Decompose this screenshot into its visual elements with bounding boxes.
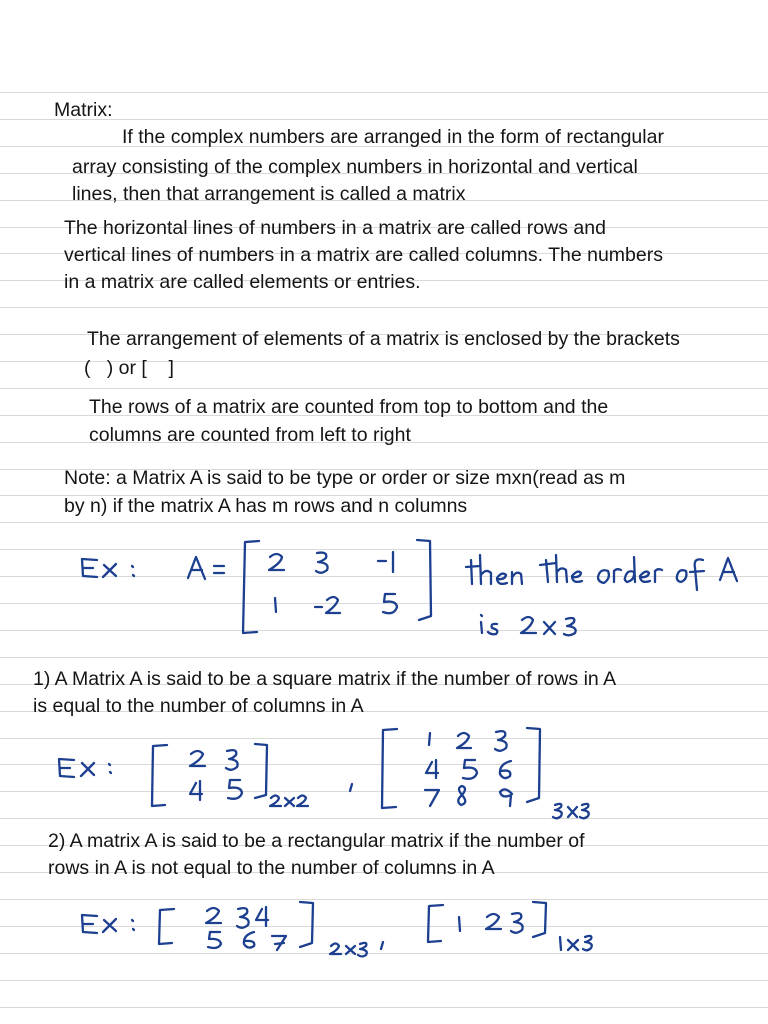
ruled-line xyxy=(0,818,768,819)
ruled-line xyxy=(0,657,768,658)
rectangular-matrix-line-1: 2) A matrix A is said to be a rectangular matrix if the number of xyxy=(48,830,585,852)
ruled-line xyxy=(0,92,768,93)
note-line-2: by n) if the matrix A has m rows and n columns xyxy=(64,495,468,517)
brackets-line-2: ( ) or [ ] xyxy=(84,357,174,379)
ruled-line xyxy=(0,899,768,900)
ruled-line xyxy=(0,953,768,954)
ruled-line xyxy=(0,603,768,604)
rectangular-matrix-line-2: rows in A is not equal to the number of columns in A xyxy=(48,857,495,879)
brackets-line-1: The arrangement of elements of a matrix is enclosed by the brackets xyxy=(87,328,680,350)
ruled-line xyxy=(0,926,768,927)
ruled-line xyxy=(0,738,768,739)
page-title: Matrix: xyxy=(54,99,113,121)
ruled-line xyxy=(0,1007,768,1008)
ruled-line xyxy=(0,980,768,981)
ruled-line xyxy=(0,119,768,120)
rows-columns-line-3: in a matrix are called elements or entries. xyxy=(64,271,421,293)
definition-line-1: If the complex numbers are arranged in the form of rectangular xyxy=(122,126,664,148)
note-line-1: Note: a Matrix A is said to be type or order or size mxn(read as m xyxy=(64,467,626,489)
ruled-line xyxy=(0,307,768,308)
ruled-line xyxy=(0,388,768,389)
definition-line-2: array consisting of the complex numbers in horizontal and vertical xyxy=(72,156,638,178)
ruled-line xyxy=(0,576,768,577)
definition-line-3: lines, then that arrangement is called a matrix xyxy=(72,183,466,205)
square-matrix-line-2: is equal to the number of columns in A xyxy=(33,695,364,717)
handwritten-example-2 xyxy=(59,728,589,818)
ruled-line xyxy=(0,791,768,792)
rows-columns-line-2: vertical lines of numbers in a matrix are called columns. The numbers xyxy=(64,244,663,266)
handwritten-example-3 xyxy=(82,902,592,957)
ruled-line xyxy=(0,522,768,523)
ruled-line xyxy=(0,549,768,550)
counting-line-1: The rows of a matrix are counted from top to bottom and the xyxy=(89,396,609,418)
counting-line-2: columns are counted from left to right xyxy=(89,424,411,446)
ruled-line xyxy=(0,630,768,631)
rows-columns-line-1: The horizontal lines of numbers in a matrix are called rows and xyxy=(64,217,606,239)
ruled-line xyxy=(0,764,768,765)
square-matrix-line-1: 1) A Matrix A is said to be a square matrix if the number of rows in A xyxy=(33,668,617,690)
handwritten-example-1 xyxy=(82,540,737,635)
